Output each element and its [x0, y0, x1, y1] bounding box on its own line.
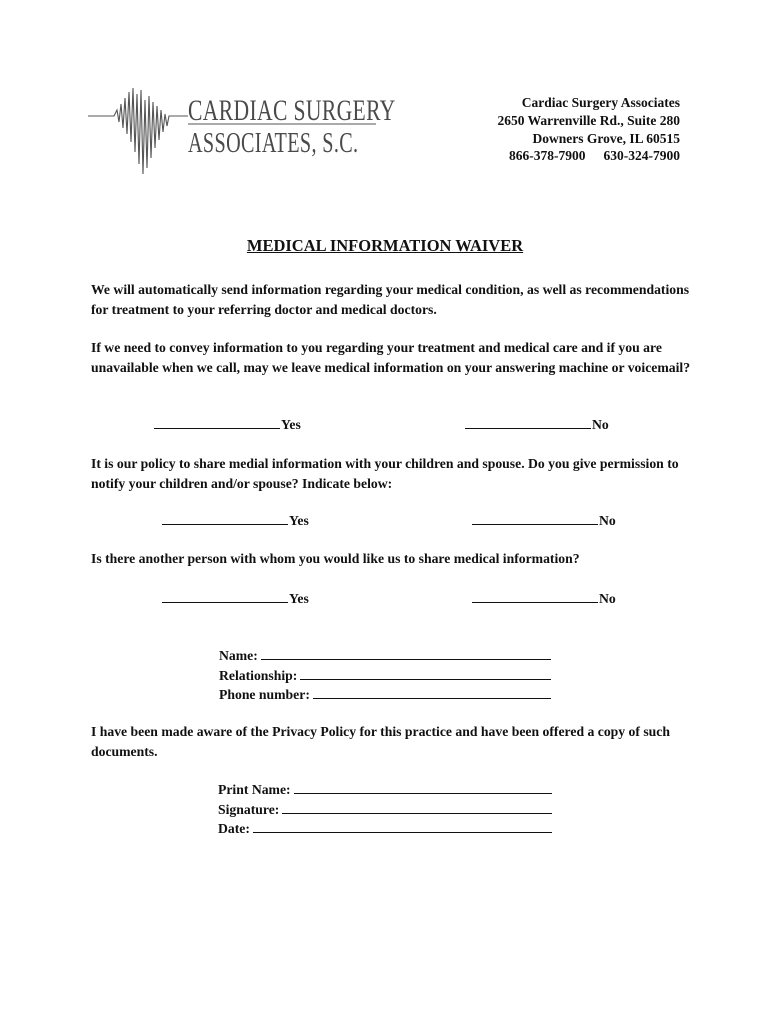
other-person-no-blank[interactable] [472, 589, 598, 603]
phone-label: Phone number: [219, 687, 310, 702]
phone-numbers [497, 147, 680, 165]
street-address: 2650 Warrenville Rd., Suite 280 [497, 112, 680, 128]
signature-field[interactable] [218, 800, 552, 820]
other-person-no-option[interactable] [472, 589, 616, 607]
yes-label: Yes [289, 591, 309, 606]
paragraph-privacy-policy: I have been made aware of the Privacy Policy for this practice and have been offered a copy of such documents. [91, 724, 670, 759]
other-person-yes-option[interactable] [162, 589, 309, 607]
phone-number-2: 630-324-7900 [603, 148, 680, 164]
phone-field[interactable] [219, 685, 551, 705]
voicemail-no-blank[interactable] [465, 415, 591, 429]
paragraph-voicemail-question: If we need to convey information to you regarding your treatment and medical care and if you are unavailable when we call, may we leave medical information on your answering machine or voicemail? [91, 340, 691, 375]
practice-name: Cardiac Surgery Associates [521, 95, 680, 110]
practice-logo [88, 88, 396, 180]
print-name-field[interactable] [218, 780, 552, 800]
paragraph-other-person: Is there another person with whom you would like us to share medical information? [91, 551, 580, 566]
voicemail-no-option[interactable] [465, 415, 609, 433]
print-name-label: Print Name: [218, 782, 291, 797]
family-yes-option[interactable] [162, 511, 309, 529]
other-person-yes-blank[interactable] [162, 589, 288, 603]
relationship-label: Relationship: [219, 667, 298, 683]
signature-fields [218, 780, 552, 839]
page-title: MEDICAL INFORMATION WAIVER [246, 236, 524, 255]
phone-line[interactable] [313, 686, 551, 699]
relationship-field[interactable] [219, 666, 551, 686]
paragraph-family-policy: It is our policy to share medial information with your children and spouse. Do you give permission to notify your children and/or spouse? Indicate below: [91, 456, 679, 491]
family-no-blank[interactable] [472, 511, 598, 525]
yes-label: Yes [281, 417, 301, 432]
family-yes-blank[interactable] [162, 511, 288, 525]
print-name-line[interactable] [294, 781, 552, 794]
signature-line[interactable] [282, 801, 552, 814]
name-label: Name: [219, 648, 258, 663]
family-no-option[interactable] [472, 511, 616, 529]
name-field[interactable] [219, 646, 551, 666]
logo-text-line1: CARDIAC SURGERY [188, 94, 396, 127]
name-line[interactable] [261, 647, 551, 660]
date-field[interactable] [218, 819, 552, 839]
city-address: Downers Grove, IL 60515 [532, 130, 680, 146]
no-label: No [599, 591, 616, 606]
phone-number-1: 866-378-7900 [509, 148, 586, 164]
voicemail-yes-option[interactable] [154, 415, 301, 433]
contact-fields [219, 646, 551, 705]
address-block [497, 94, 680, 165]
signature-label: Signature: [218, 801, 280, 817]
voicemail-yes-blank[interactable] [154, 415, 280, 429]
yes-label: Yes [289, 513, 309, 528]
relationship-line[interactable] [300, 667, 551, 680]
paragraph-auto-send: We will automatically send information regarding your medical condition, as well as recommendations for treatment to your referring doctor and medical doctors. [91, 282, 690, 317]
date-line[interactable] [253, 820, 552, 833]
date-label: Date: [218, 821, 250, 836]
no-label: No [592, 417, 609, 432]
no-label: No [599, 513, 616, 528]
logo-text-line2: ASSOCIATES, S.C. [188, 128, 359, 159]
